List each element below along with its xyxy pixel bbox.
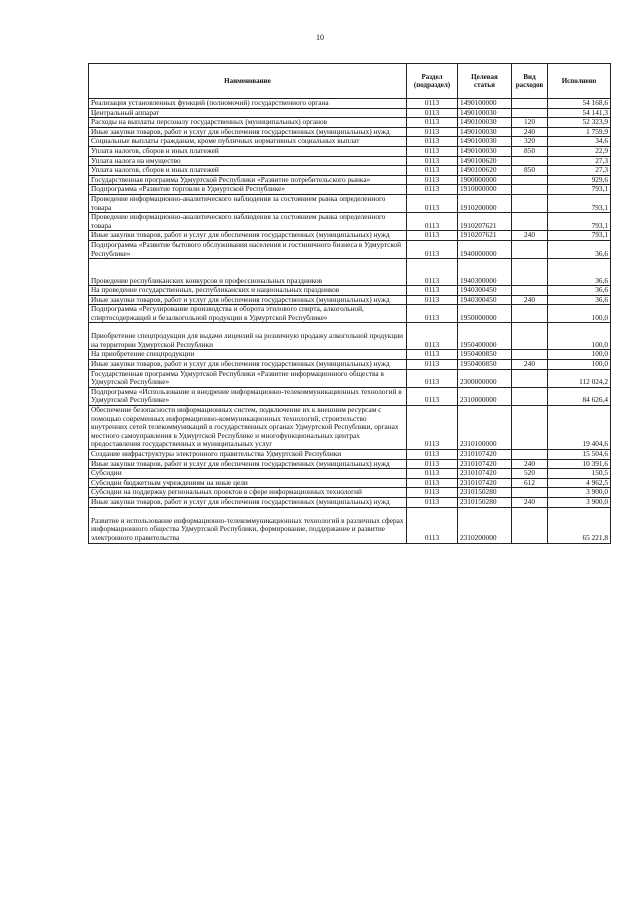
cell-section: 0113	[407, 146, 458, 156]
table-row	[89, 459, 611, 469]
cell-executed: 10 391,6	[548, 459, 611, 469]
cell-kind: 850	[512, 146, 548, 156]
cell-kind	[512, 213, 548, 231]
table-row	[89, 259, 611, 286]
table-row	[89, 175, 611, 185]
cell-name: Обеспечение безопасности информационных систем, подключение их к внешним ресурсам с помощью современных информационно-коммуникационных технологий, строительство внутренних сетей телекоммуникаций в государственных органах Удмуртской Республики, органах местного самоуправления в Удмуртской Республике и многофункциональных центрах предоставления государственных и муниципальных услуг	[89, 406, 407, 450]
cell-kind	[512, 350, 548, 360]
table-row	[89, 350, 611, 360]
cell-name: Уплата налога на имущество	[89, 156, 407, 166]
cell-article: 2310107420	[458, 469, 512, 479]
cell-name: Расходы на выплаты персоналу государственных (муниципальных) органов	[89, 118, 407, 128]
cell-section: 0113	[407, 369, 458, 387]
table-row	[89, 137, 611, 147]
cell-article: 1910200000	[458, 194, 512, 212]
cell-executed: 793,1	[548, 185, 611, 195]
cell-article: 2310000000	[458, 387, 512, 405]
table-row	[89, 478, 611, 488]
cell-article: 2310107420	[458, 478, 512, 488]
cell-name: Проведение информационно-аналитического наблюдения за состоянием рынка определенного товара	[89, 213, 407, 231]
cell-name: Социальные выплаты гражданам, кроме публичных нормативных социальных выплат	[89, 137, 407, 147]
cell-kind	[512, 156, 548, 166]
cell-section: 0113	[407, 156, 458, 166]
table-row	[89, 369, 611, 387]
cell-section: 0113	[407, 118, 458, 128]
cell-article: 2310107420	[458, 459, 512, 469]
cell-executed: 27,3	[548, 156, 611, 166]
cell-executed: 929,6	[548, 175, 611, 185]
cell-kind: 240	[512, 459, 548, 469]
table-row	[89, 295, 611, 305]
cell-name: Реализация установленных функций (полномочий) государственного органа	[89, 99, 407, 109]
cell-name: Иные закупки товаров, работ и услуг для обеспечения государственных (муниципальных) нужд	[89, 459, 407, 469]
table-row	[89, 406, 611, 450]
cell-name: Иные закупки товаров, работ и услуг для обеспечения государственных (муниципальных) нужд	[89, 497, 407, 507]
cell-section: 0113	[407, 459, 458, 469]
cell-name: Субсидии бюджетным учреждениям на иные цели	[89, 478, 407, 488]
cell-executed: 150,5	[548, 469, 611, 479]
cell-executed: 36,6	[548, 259, 611, 286]
cell-article: 2310200000	[458, 507, 512, 543]
cell-name: Иные закупки товаров, работ и услуг для обеспечения государственных (муниципальных) нужд	[89, 231, 407, 241]
cell-executed: 100,0	[548, 323, 611, 350]
table-row	[89, 387, 611, 405]
cell-name: Подпрограмма «Регулирование производства и оборота этилового спирта, алкогольной, спиртосодержащей и безалкогольной продукции в Удмуртской Республике»	[89, 305, 407, 323]
table-row	[89, 323, 611, 350]
cell-executed: 52 323,9	[548, 118, 611, 128]
cell-section: 0113	[407, 185, 458, 195]
cell-kind: 520	[512, 469, 548, 479]
cell-name: Подпрограмма «Использование и внедрение информационно-телекоммуникационных технологий в Удмуртской Республике»	[89, 387, 407, 405]
cell-executed: 793,1	[548, 213, 611, 231]
cell-kind	[512, 323, 548, 350]
table-row	[89, 194, 611, 212]
cell-kind	[512, 175, 548, 185]
cell-executed: 4 962,5	[548, 478, 611, 488]
cell-article: 1490100030	[458, 146, 512, 156]
cell-executed: 1 759,9	[548, 127, 611, 137]
cell-kind: 240	[512, 295, 548, 305]
cell-executed: 100,0	[548, 305, 611, 323]
cell-section: 0113	[407, 194, 458, 212]
cell-section: 0113	[407, 286, 458, 296]
cell-kind: 240	[512, 360, 548, 370]
cell-name: Субсидии	[89, 469, 407, 479]
cell-kind	[512, 108, 548, 118]
table-row	[89, 507, 611, 543]
header-executed: Исполнено	[548, 64, 611, 99]
header-name: Наименование	[89, 64, 407, 99]
cell-section: 0113	[407, 295, 458, 305]
cell-article: 1490100620	[458, 156, 512, 166]
cell-section: 0113	[407, 350, 458, 360]
cell-kind: 320	[512, 137, 548, 147]
cell-section: 0113	[407, 387, 458, 405]
cell-article: 1910000000	[458, 185, 512, 195]
cell-section: 0113	[407, 305, 458, 323]
cell-executed: 54 141,3	[548, 108, 611, 118]
cell-kind	[512, 194, 548, 212]
cell-name: Центральный аппарат	[89, 108, 407, 118]
cell-section: 0113	[407, 166, 458, 176]
cell-executed: 793,1	[548, 231, 611, 241]
cell-name: Развитие и использование информационно-телекоммуникационных технологий в различных сферах информационного общества Удмуртской Республики, формирование, поддержание и развитие электронного правительства	[89, 507, 407, 543]
cell-executed: 36,6	[548, 295, 611, 305]
cell-article: 1490100030	[458, 118, 512, 128]
cell-kind	[512, 488, 548, 498]
cell-name: Субсидии на поддержку региональных проектов в сфере информационных технологий	[89, 488, 407, 498]
cell-executed: 36,6	[548, 286, 611, 296]
table-row	[89, 469, 611, 479]
cell-article: 1490100030	[458, 108, 512, 118]
cell-executed: 27,3	[548, 166, 611, 176]
cell-name: Проведение республиканских конкурсов и профессиональных праздников	[89, 259, 407, 286]
cell-executed: 54 168,6	[548, 99, 611, 109]
cell-section: 0113	[407, 497, 458, 507]
cell-article: 1490100000	[458, 99, 512, 109]
cell-section: 0113	[407, 99, 458, 109]
cell-article: 1940000000	[458, 240, 512, 258]
table-row	[89, 450, 611, 460]
table-row	[89, 497, 611, 507]
table-row	[89, 185, 611, 195]
table-row	[89, 127, 611, 137]
table-body	[89, 99, 611, 544]
cell-executed: 36,6	[548, 240, 611, 258]
cell-name: Иные закупки товаров, работ и услуг для обеспечения государственных (муниципальных) нужд	[89, 295, 407, 305]
cell-kind: 240	[512, 497, 548, 507]
table-row	[89, 488, 611, 498]
cell-executed: 15 504,6	[548, 450, 611, 460]
cell-article: 1490100030	[458, 137, 512, 147]
table-row	[89, 231, 611, 241]
cell-name: Подпрограмма «Развитие торговли в Удмуртской Республике»	[89, 185, 407, 195]
cell-kind	[512, 507, 548, 543]
cell-section: 0113	[407, 231, 458, 241]
cell-name: Государственная программа Удмуртской Республики «Развитие потребительского рынка»	[89, 175, 407, 185]
table-row	[89, 118, 611, 128]
cell-executed: 793,1	[548, 194, 611, 212]
cell-kind	[512, 185, 548, 195]
cell-kind	[512, 305, 548, 323]
cell-article: 2300000000	[458, 369, 512, 387]
cell-executed: 84 626,4	[548, 387, 611, 405]
cell-section: 0113	[407, 360, 458, 370]
cell-name: На приобретение спецпродукции	[89, 350, 407, 360]
header-section: Раздел (подраздел)	[407, 64, 458, 99]
cell-executed: 19 404,6	[548, 406, 611, 450]
cell-name: Уплата налогов, сборов и иных платежей	[89, 166, 407, 176]
table-header-row	[89, 64, 611, 99]
table-row	[89, 360, 611, 370]
cell-section: 0113	[407, 127, 458, 137]
cell-article: 1490100620	[458, 166, 512, 176]
cell-name: Уплата налогов, сборов и иных платежей	[89, 146, 407, 156]
table-row	[89, 213, 611, 231]
table-row	[89, 99, 611, 109]
table-row	[89, 305, 611, 323]
cell-kind	[512, 450, 548, 460]
cell-executed: 100,0	[548, 360, 611, 370]
cell-section: 0113	[407, 323, 458, 350]
cell-section: 0113	[407, 108, 458, 118]
cell-name: Приобретение спецпродукции для выдачи лицензий на розничную продажу алкогольной продукции на территории Удмуртской Республики	[89, 323, 407, 350]
cell-name: Иные закупки товаров, работ и услуг для обеспечения государственных (муниципальных) нужд	[89, 360, 407, 370]
cell-article: 1950400850	[458, 360, 512, 370]
cell-executed: 65 221,8	[548, 507, 611, 543]
cell-article: 2310150280	[458, 497, 512, 507]
cell-section: 0113	[407, 469, 458, 479]
budget-execution-table	[88, 63, 611, 544]
cell-kind: 240	[512, 127, 548, 137]
cell-section: 0113	[407, 137, 458, 147]
cell-section: 0113	[407, 259, 458, 286]
cell-name: Подпрограмма «Развитие бытового обслуживания населения и гостиничного бизнеса в Удмуртской Республике»	[89, 240, 407, 258]
cell-section: 0113	[407, 406, 458, 450]
cell-name: На проведение государственных, республиканских и национальных праздников	[89, 286, 407, 296]
cell-kind: 240	[512, 231, 548, 241]
cell-section: 0113	[407, 507, 458, 543]
cell-name: Иные закупки товаров, работ и услуг для обеспечения государственных (муниципальных) нужд	[89, 127, 407, 137]
cell-article: 2310100000	[458, 406, 512, 450]
cell-kind	[512, 387, 548, 405]
cell-article: 1950400000	[458, 323, 512, 350]
cell-article: 1940300450	[458, 295, 512, 305]
cell-article: 1950000000	[458, 305, 512, 323]
cell-name: Создание инфраструктуры электронного правительства Удмуртской Республики	[89, 450, 407, 460]
cell-kind	[512, 406, 548, 450]
table-row	[89, 156, 611, 166]
cell-name: Государственная программа Удмуртской Республики «Развитие информационного общества в Удмуртской Республике»	[89, 369, 407, 387]
cell-article: 1910207621	[458, 213, 512, 231]
cell-article: 1910207621	[458, 231, 512, 241]
header-article: Целевая статья	[458, 64, 512, 99]
header-kind: Вид расходов	[512, 64, 548, 99]
page-number: 10	[316, 33, 324, 42]
cell-article: 1950400850	[458, 350, 512, 360]
cell-kind	[512, 369, 548, 387]
cell-kind	[512, 99, 548, 109]
cell-executed: 22,9	[548, 146, 611, 156]
table-row	[89, 166, 611, 176]
cell-section: 0113	[407, 488, 458, 498]
cell-name: Проведение информационно-аналитического наблюдения за состоянием рынка определенного товара	[89, 194, 407, 212]
cell-article: 1490100030	[458, 127, 512, 137]
cell-executed: 112 024,2	[548, 369, 611, 387]
cell-article: 1940300000	[458, 259, 512, 286]
cell-section: 0113	[407, 478, 458, 488]
cell-article: 2310150280	[458, 488, 512, 498]
cell-kind: 120	[512, 118, 548, 128]
table-row	[89, 146, 611, 156]
cell-kind: 850	[512, 166, 548, 176]
cell-kind	[512, 259, 548, 286]
cell-executed: 100,0	[548, 350, 611, 360]
cell-article: 2310107420	[458, 450, 512, 460]
cell-executed: 3 900,0	[548, 488, 611, 498]
table-row	[89, 108, 611, 118]
cell-article: 1940300450	[458, 286, 512, 296]
cell-section: 0113	[407, 175, 458, 185]
table-row	[89, 286, 611, 296]
cell-executed: 34,6	[548, 137, 611, 147]
cell-section: 0113	[407, 450, 458, 460]
cell-kind	[512, 286, 548, 296]
cell-article: 1900000000	[458, 175, 512, 185]
cell-kind	[512, 240, 548, 258]
cell-kind: 612	[512, 478, 548, 488]
cell-executed: 3 900,0	[548, 497, 611, 507]
table-row	[89, 240, 611, 258]
cell-section: 0113	[407, 213, 458, 231]
cell-section: 0113	[407, 240, 458, 258]
